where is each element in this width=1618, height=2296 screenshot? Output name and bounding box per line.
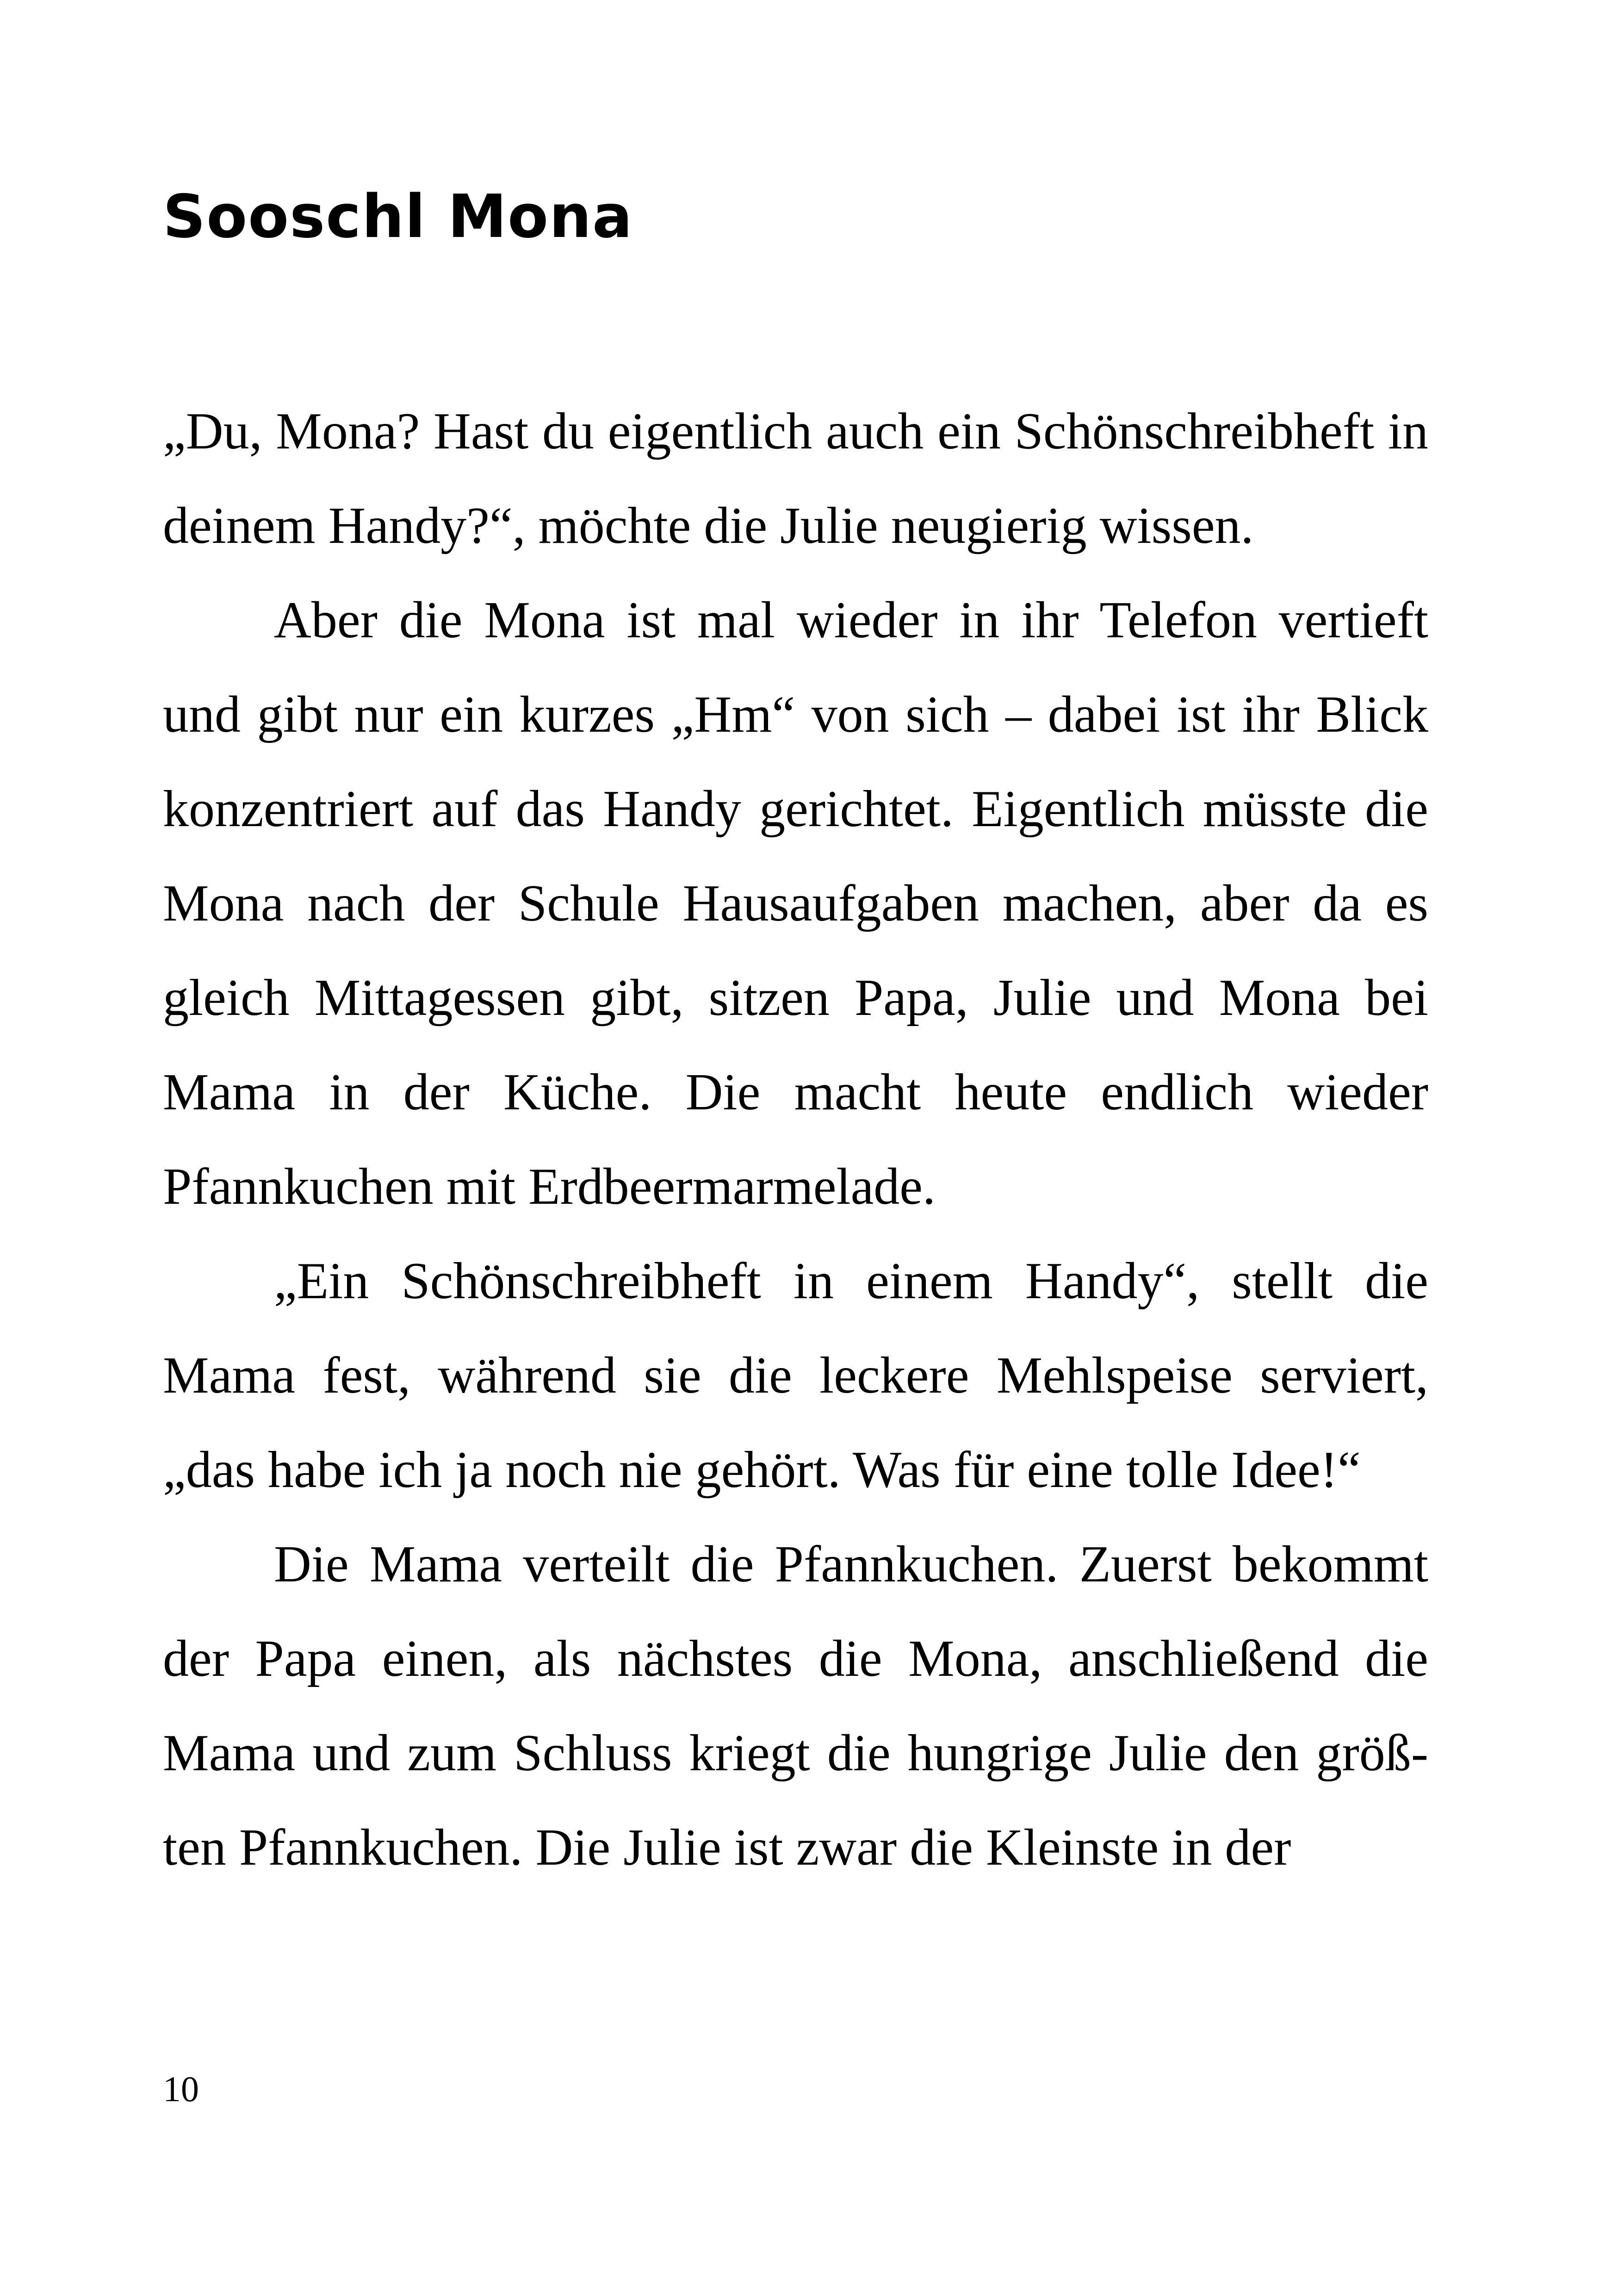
chapter-title: Sooschl Mona — [163, 182, 633, 251]
paragraph-3: „Ein Schönschreibheft in einem Handy“, stellt die Mama fest, während sie die leckere Mehlspeise serviert, „das habe ich ja noch nie gehört. Was für eine tolle Idee!“ — [163, 1252, 1428, 1499]
body-text — [163, 384, 1428, 1895]
paragraph-1: „Du, Mona? Hast du eigentlich auch ein Schönschreibheft in deinem Handy?“, möchte die Julie neugierig wissen. — [163, 403, 1428, 554]
paragraph-2: Aber die Mona ist mal wieder in ihr Telefon vertieft und gibt nur ein kurzes „Hm“ von sich – dabei ist ihr Blick konzentriert auf das Handy gerichtet. Eigentlich müsste die Mona nach der Schule Hausaufgaben machen, aber da es gleich Mittagessen gibt, sitzen Papa, Julie und Mona bei Mama in der Küche. Die macht heute endlich wieder Pfannkuchen mit Erdbeermarmelade. — [163, 591, 1428, 1215]
paragraph-4: Die Mama verteilt die Pfannkuchen. Zuerst bekommt der Papa einen, als nächstes die Mona, anschließend die Mama und zum Schluss kriegt die hungrige Julie den größ-ten Pfannkuchen. Die Julie ist zwar die Kleinste in der — [163, 1536, 1428, 1876]
page-number: 10 — [163, 2069, 199, 2109]
